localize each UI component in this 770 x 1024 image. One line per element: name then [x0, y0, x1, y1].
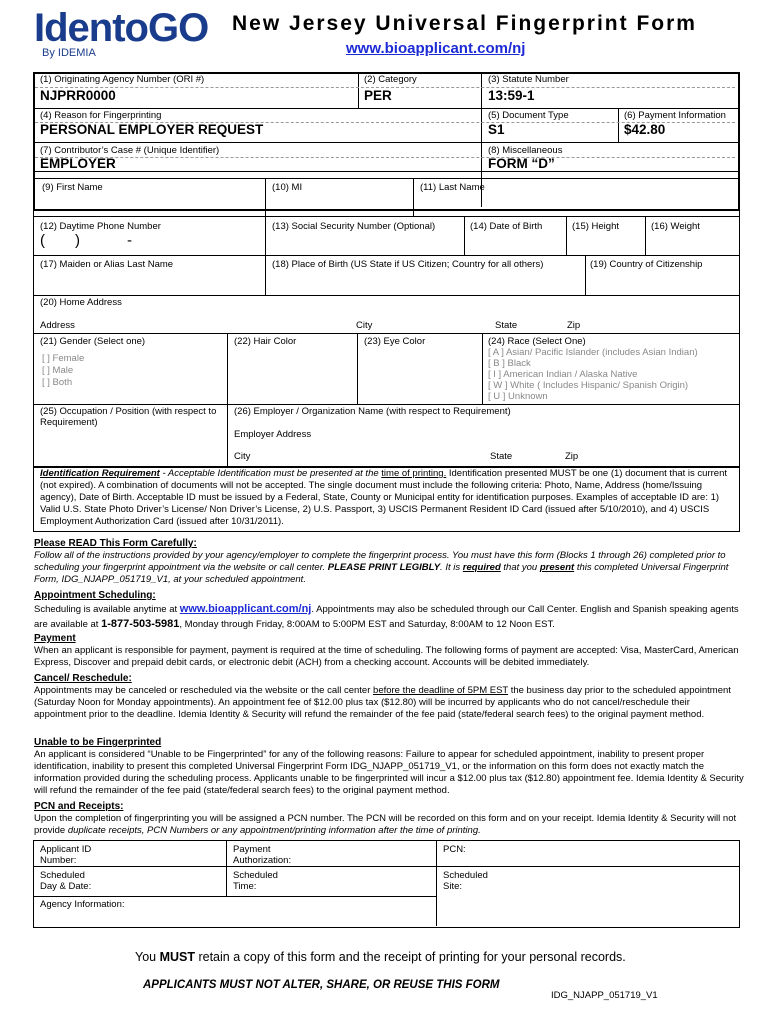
race-option-b[interactable]: [ B ] Black — [488, 358, 531, 369]
employer-city-label: City — [234, 451, 251, 462]
race-option-w[interactable]: [ W ] White ( Includes Hispanic/ Spanish Origin) — [488, 380, 689, 391]
case-label: (7) Contributor’s Case # (Unique Identifier) — [40, 145, 220, 156]
gender-both-option[interactable]: [ ] Both — [42, 377, 73, 388]
payment-text: When an applicant is responsible for payment, payment is required at the time of scheduling. The following forms of payment are accepted: Visa, MasterCard, American Express, Discover and prepaid debit cards, or electronic debit (ACH) from a checking account. Accounts will be debited immediately. — [34, 645, 739, 668]
citizenship-label: (19) Country of Citizenship — [590, 259, 703, 270]
phone-format-open: ( — [40, 232, 45, 249]
payment-auth-label: Payment Authorization: — [233, 844, 292, 866]
cancel-text: Appointments may be canceled or rescheduled via the website or the call center before the deadline of 5PM EST the business day prior to the scheduled appointment (Saturday Noon for Monday appointments). An appointment fee of $12.00 plus tax ($12.80) will be incurred by applicants who do not cancel/reschedule their appointment prior to the deadline. Idemia Identity & Security will refund the remainder of the fee paid (state/federal search fees) to the original payment method. — [34, 685, 731, 720]
ssn-label: (13) Social Security Number (Optional) — [272, 221, 436, 232]
employer-zip-label: Zip — [565, 451, 579, 462]
gender-label: (21) Gender (Select one) — [40, 336, 146, 347]
address-label: Address — [40, 320, 75, 331]
statute-value: 13:59-1 — [488, 88, 535, 103]
gender-female-option[interactable]: [ ] Female — [42, 353, 85, 364]
dob-label: (14) Date of Birth — [470, 221, 543, 232]
race-label: (24) Race (Select One) — [488, 336, 586, 347]
employer-label: (26) Employer / Organization Name (with respect to Requirement) — [234, 406, 511, 417]
phone-format-close: ) — [75, 232, 80, 249]
id-requirement-text: Identification Requirement - Acceptable Identification must be presented at the time of printing. Identification presented MUST be one (1) document that is current (not expired). A combination of documents will not be accepted. The single document must include the following criteria: Photo, Name, Address (home/Issuing agency), Date of Birth. Acceptable ID must be issued by a Federal, State, County or Municipal entity for identification purposes. Examples of acceptable ID are: 1) Valid U.S. State Photo Driver’s License/ Non Driver’s License, 2) U.S. Passport, 3) USCIS Permanent Resident ID Card (issued after 5/10/2010), and 4) USCIS Employment Authorization Card (issued after 10/31/2011). — [40, 468, 727, 527]
scheduled-time-label: Scheduled Time: — [233, 870, 278, 892]
pcn-text: Upon the completion of fingerprinting you will be assigned a PCN number. The PCN will be recorded on this form and on your receipt. Idemia Identity & Security will not provide duplicate receipts, PCN Numbers or any appointment/printing information after the time of printing. — [34, 813, 737, 836]
zip-label: Zip — [567, 320, 581, 331]
category-label: (2) Category — [364, 74, 417, 85]
doctype-label: (5) Document Type — [488, 110, 569, 121]
race-option-u[interactable]: [ U ] Unknown — [488, 391, 548, 402]
doctype-value: S1 — [488, 122, 505, 137]
phone-format-dash: - — [127, 232, 132, 249]
appt-heading: Appointment Scheduling: — [34, 590, 156, 601]
reason-value: PERSONAL EMPLOYER REQUEST — [40, 122, 264, 137]
ori-value: NJPRR0000 — [40, 88, 116, 103]
scheduled-site-label: Scheduled Site: — [443, 870, 488, 892]
eye-label: (23) Eye Color — [364, 336, 426, 347]
payment-info-label: (6) Payment Information — [624, 110, 726, 121]
read-text: Follow all of the instructions provided by your agency/employer to complete the fingerprint process. You must have this form (Blocks 1 through 26) completed prior to scheduling your fingerprint appointment via the website or call center. PLEASE PRINT LEGIBLY. It is required that you present this completed Universal Fingerprint Form, IDG_NJAPP_051719_V1, at your scheduled appointment. — [34, 550, 729, 585]
pcn-label: PCN: — [443, 844, 466, 855]
warning-notice: APPLICANTS MUST NOT ALTER, SHARE, OR REUSE THIS FORM — [143, 979, 500, 991]
payment-heading: Payment — [34, 633, 76, 644]
form-title: New Jersey Universal Fingerprint Form — [232, 12, 697, 35]
unable-heading: Unable to be Fingerprinted — [34, 737, 162, 748]
misc-value: FORM “D” — [488, 156, 555, 171]
form-code: IDG_NJAPP_051719_V1 — [551, 990, 658, 1001]
category-value: PER — [364, 88, 392, 103]
last-name-label: (11) Last Name — [420, 182, 485, 193]
misc-label: (8) Miscellaneous — [488, 145, 563, 156]
ori-label: (1) Originating Agency Number (ORI #) — [40, 74, 205, 85]
case-value: EMPLOYER — [40, 156, 116, 171]
reason-label: (4) Reason for Fingerprinting — [40, 110, 162, 121]
weight-label: (16) Weight — [651, 221, 700, 232]
office-use-table — [33, 840, 740, 928]
appt-url-link[interactable]: www.bioapplicant.com/nj — [179, 603, 312, 615]
race-option-i[interactable]: [ I ] American Indian / Alaska Native — [488, 369, 638, 380]
idemia-logo: IdentoGO — [34, 6, 209, 50]
scheduled-date-label: Scheduled Day & Date: — [40, 870, 92, 892]
statute-label: (3) Statute Number — [488, 74, 569, 85]
home-address-label: (20) Home Address — [40, 297, 122, 308]
employer-address-label: Employer Address — [234, 429, 312, 440]
cancel-heading: Cancel/ Reschedule: — [34, 673, 132, 684]
height-label: (15) Height — [572, 221, 619, 232]
retain-notice: You MUST retain a copy of this form and the receipt of printing for your personal records. — [135, 950, 626, 964]
unable-text: An applicant is considered “Unable to be Fingerprinted” for any of the following reasons: Failure to appear for scheduled appointment, inability to present proper identification, inability to present this completed Universal Fingerprint Form IDG_NJAPP_051719_V1, or the information on this form does not exactly match the information provided during the scheduling process. Applicants unable to be fingerprinted will incur a $12.00 plus tax ($12.80) appointment fee. Idemia Identity & Security will refund the remainder of the fee paid (state/federal search fees) to the original payment method. — [34, 749, 744, 796]
appt-text: Scheduling is available anytime at www.bioapplicant.com/nj. Appointments may also be scheduled through our Call Center. English and Spanish speaking agents are available at 1-877-503-5981, Monday through Friday, 8:00AM to 5:00PM EST and Saturday, 8:00AM to 12 Noon EST. — [34, 603, 739, 630]
first-name-label: (9) First Name — [42, 182, 103, 193]
hair-label: (22) Hair Color — [234, 336, 297, 347]
read-heading: Please READ This Form Carefully: — [34, 538, 197, 549]
city-label: City — [356, 320, 373, 331]
employer-state-label: State — [490, 451, 513, 462]
state-label: State — [495, 320, 518, 331]
gender-male-option[interactable]: [ ] Male — [42, 365, 74, 376]
phone-label: (12) Daytime Phone Number — [40, 221, 161, 232]
occupation-label: (25) Occupation / Position (with respect to Requirement) — [40, 406, 217, 428]
race-option-a[interactable]: [ A ] Asian/ Pacific Islander (includes Asian Indian) — [488, 347, 698, 358]
payment-info-value: $42.80 — [624, 122, 666, 137]
maiden-label: (17) Maiden or Alias Last Name — [40, 259, 174, 270]
pob-label: (18) Place of Birth (US State if US Citizen; Country for all others) — [272, 259, 544, 270]
logo-subtitle: By IDEMIA — [42, 47, 96, 59]
agency-info-label: Agency Information: — [40, 899, 125, 910]
mi-label: (10) MI — [272, 182, 303, 193]
header-url-link[interactable]: www.bioapplicant.com/nj — [346, 40, 526, 57]
pcn-heading: PCN and Receipts: — [34, 801, 124, 812]
applicant-id-label: Applicant ID Number: — [40, 844, 92, 866]
